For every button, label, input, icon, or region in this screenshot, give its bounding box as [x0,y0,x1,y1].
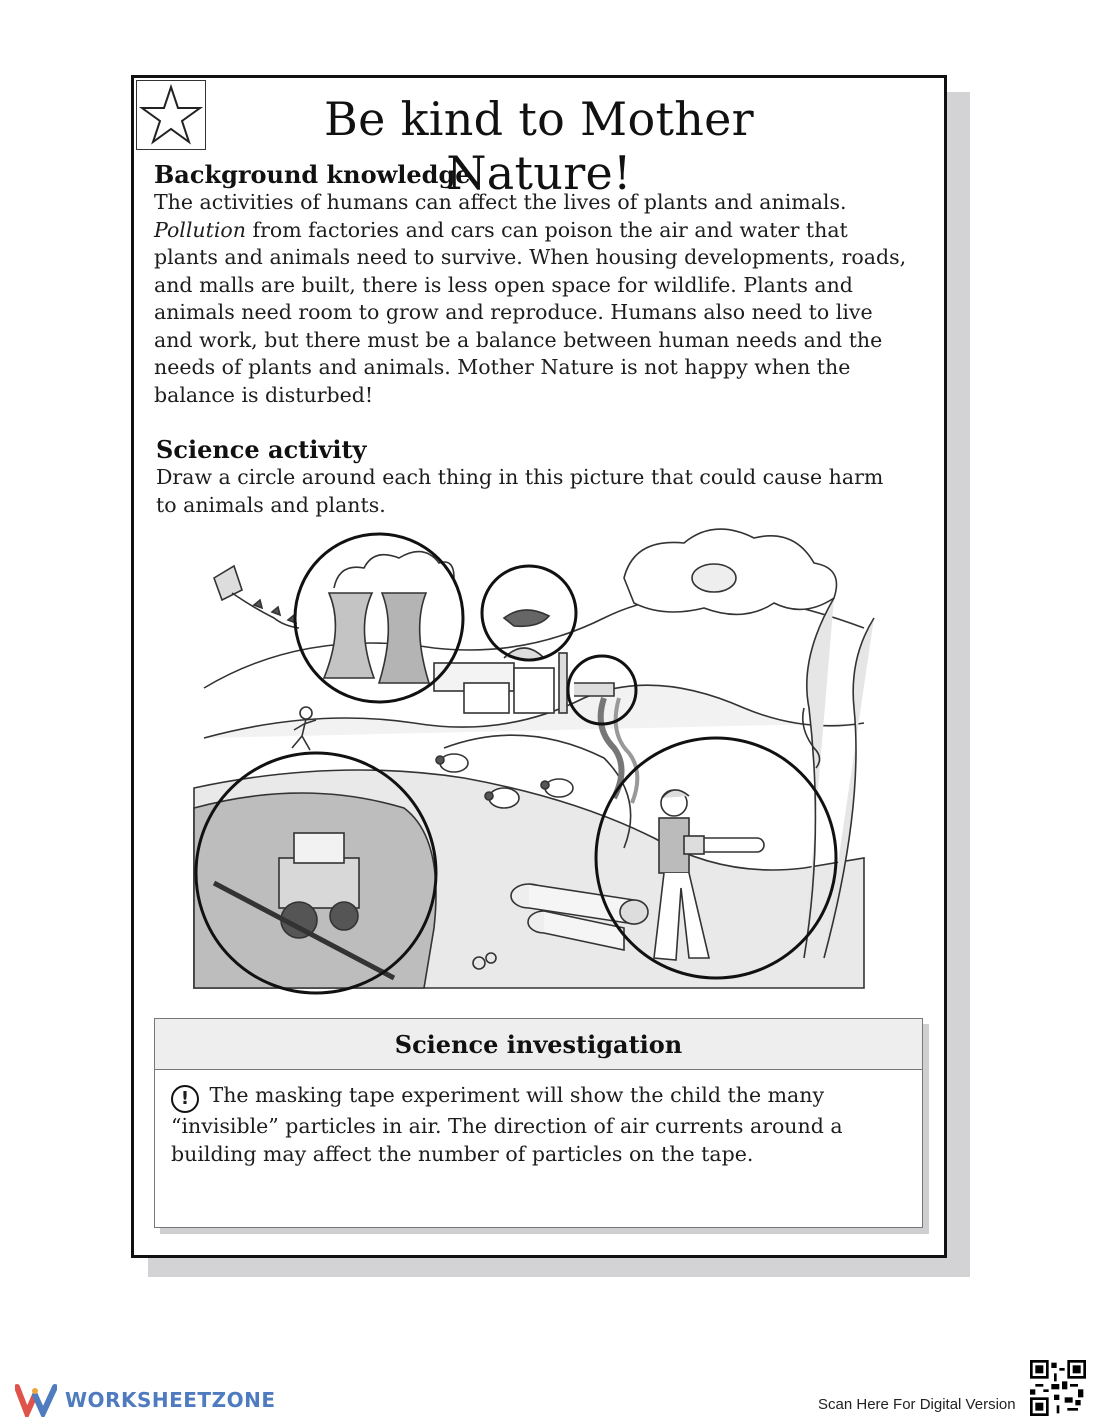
background-text: The activities of humans can affect the lives of plants and animals. Pollution from factories and cars can poison the air and water that plants and animals need to survive. When housing developments, roads, and malls are built, there is less open space for wildlife. Plants and animals need room to grow and reproduce. Humans also need to live and work, but there must be a balance between human needs and the needs of plants and animals. Mother Nature is not happy when the balance is disturbed! [154,190,907,407]
investigation-heading: Science investigation [394,1029,683,1059]
investigation-text: ! The masking tape experiment will show the child the many “invisible” particles in air. The direction of air currents around a building may affect the number of particles on the tape. [171,1083,843,1166]
pollution-illustration [184,508,884,998]
w-logo-icon [15,1383,57,1417]
page-title: Be kind to Mother Nature! [324,92,754,200]
investigation-header [155,1019,922,1070]
activity-heading: Science activity [156,435,367,464]
star-badge [136,80,206,150]
worksheet-page [131,75,947,1258]
circle-cooling-towers [295,534,463,702]
brand-name: WORKSHEETZONE [65,1388,276,1412]
star-icon [137,81,205,149]
investigation-box [154,1018,923,1228]
worksheetzone-logo[interactable] [15,1383,275,1417]
qr-code[interactable] [1030,1360,1086,1416]
scan-caption: Scan Here For Digital Version [818,1396,1016,1413]
pollution-term: Pollution [154,217,246,242]
exclamation-icon: ! [171,1085,199,1113]
background-heading: Background knowledge [154,160,471,189]
activity-text: Draw a circle around each thing in this picture that could cause harm to animals and plants. [156,465,884,517]
